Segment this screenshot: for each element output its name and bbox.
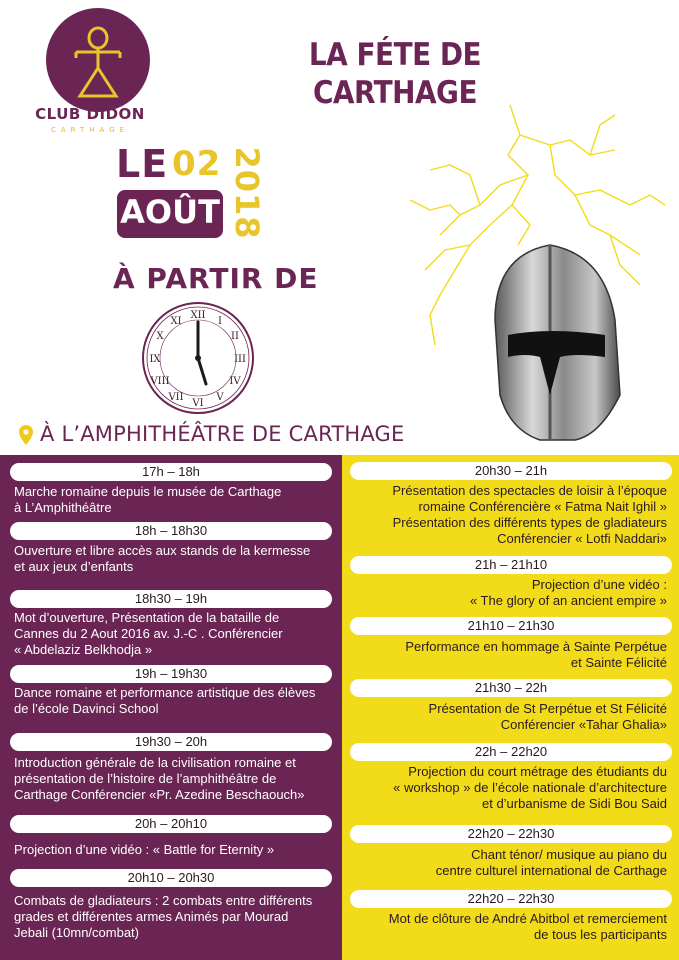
time-pill: 21h10 – 21h30 <box>350 617 672 635</box>
time-pill: 17h – 18h <box>10 463 332 481</box>
title-line-2: CARTHAGE <box>312 75 478 111</box>
event-description: Présentation de St Perpétue et St Félicité Conférencier «Tahar Ghalia» <box>428 701 667 732</box>
event-description: Projection d’une vidéo : « The glory of an ancient empire » <box>469 577 667 608</box>
time-pill: 19h – 19h30 <box>10 665 332 683</box>
event-description: Introduction générale de la civilisation romaine et présentation de l’histoire de l’amphithéâtre de Carthage Conférencier «Pr. Azedine Beschaouch» <box>14 755 305 802</box>
club-subtitle: CARTHAGE <box>50 126 130 134</box>
svg-text:I: I <box>218 316 222 327</box>
title-line-1: LA FÉTE DE <box>308 37 482 73</box>
svg-text:VI: VI <box>192 398 204 409</box>
time-pill: 21h – 21h10 <box>350 556 672 574</box>
date-year-wrapper <box>224 140 270 250</box>
ankh-figure-icon <box>46 8 150 112</box>
gladiator-helmet-icon <box>400 95 670 455</box>
schedule-left-column <box>0 455 342 960</box>
time-pill: 18h – 18h30 <box>10 522 332 540</box>
event-description: Marche romaine depuis le musée de Carthage à L’Amphithéâtre <box>14 484 282 515</box>
from-text: À PARTIR DE <box>113 262 319 295</box>
svg-text:VII: VII <box>168 392 184 403</box>
event-description: Projection du court métrage des étudiants du « workshop » de l’école nationale d’architecture et d’urbanisme de Sidi Bou Said <box>393 764 667 811</box>
date-month: AOÛT <box>120 193 220 231</box>
time-pill: 19h30 – 20h <box>10 733 332 751</box>
time-pill: 20h – 20h10 <box>10 815 332 833</box>
event-description: Présentation des spectacles de loisir à l’époque romaine Conférencière « Fatma Nait Ighil » Présentation des différents types de gladiateurs Conférencier « Lotfi Naddari» <box>392 483 667 546</box>
svg-text:IV: IV <box>229 376 241 387</box>
svg-text:VIII: VIII <box>150 376 170 387</box>
location-pin-icon <box>18 424 34 446</box>
event-description: Combats de gladiateurs : 2 combats entre différents grades et différentes armes Animés par Mourad Jebali (10mn/combat) <box>14 893 313 940</box>
date-day: 02 <box>172 144 222 184</box>
time-pill: 20h30 – 21h <box>350 462 672 480</box>
venue: À L’AMPHITHÉÂTRE DE CARTHAGE <box>40 422 405 446</box>
event-description: Chant ténor/ musique au piano du centre culturel international de Carthage <box>435 847 667 878</box>
svg-text:V: V <box>216 392 224 403</box>
time-pill: 20h10 – 20h30 <box>10 869 332 887</box>
time-pill: 22h20 – 22h30 <box>350 890 672 908</box>
time-pill: 22h – 22h20 <box>350 743 672 761</box>
event-description: Mot d’ouverture, Présentation de la bataille de Cannes du 2 Aout 2016 av. J.-C . Conférencier « Abdelaziz Belkhodja » <box>14 610 283 657</box>
event-description: Performance en hommage à Sainte Perpétue et Sainte Félicité <box>405 639 667 670</box>
svg-text:IX: IX <box>149 354 161 365</box>
svg-text:XI: XI <box>170 316 182 327</box>
time-pill: 21h30 – 22h <box>350 679 672 697</box>
svg-text:II: II <box>231 331 239 342</box>
date-le: LE <box>116 142 169 186</box>
svg-text:X: X <box>156 331 164 342</box>
event-description: Mot de clôture de André Abitbol et remerciement de tous les participants <box>388 911 667 942</box>
roman-clock-icon <box>140 300 256 416</box>
event-description: Dance romaine et performance artistique des élèves de l’école Davinci School <box>14 685 316 716</box>
svg-text:III: III <box>234 354 246 365</box>
event-description: Projection d’une vidéo : « Battle for Eternity » <box>14 842 275 857</box>
club-logo <box>46 8 150 112</box>
svg-text:XII: XII <box>190 310 206 321</box>
schedule-right-column <box>342 455 679 960</box>
club-name: CLUB DIDON <box>35 105 145 123</box>
event-description: Ouverture et libre accès aux stands de la kermesse et aux jeux d’enfants <box>14 543 311 574</box>
time-pill: 18h30 – 19h <box>10 590 332 608</box>
time-pill: 22h20 – 22h30 <box>350 825 672 843</box>
date-year: 2018 <box>228 146 266 240</box>
